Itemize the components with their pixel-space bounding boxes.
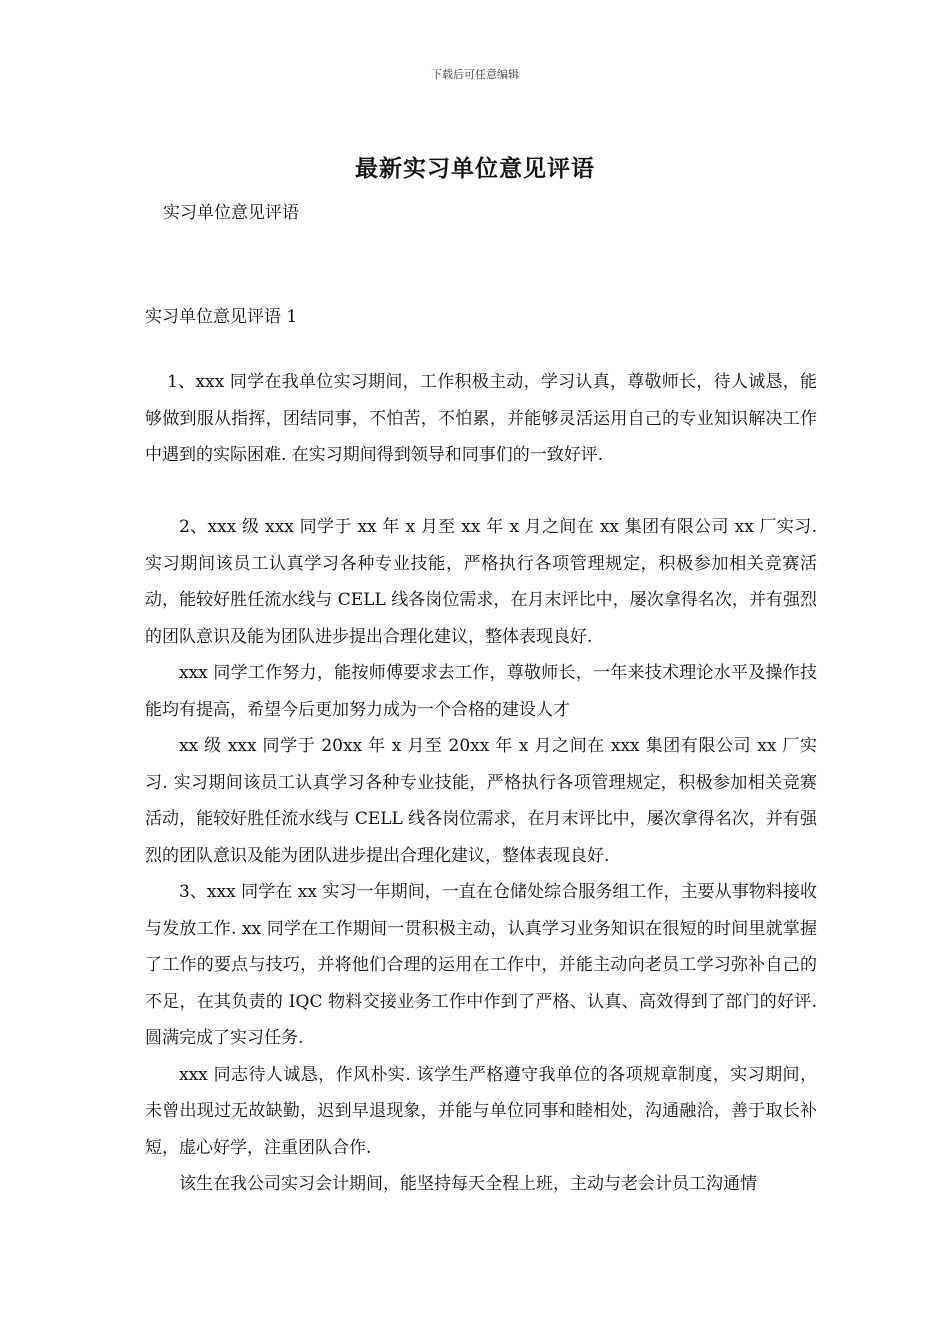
body-block-main [145, 509, 817, 1203]
paragraph-3: xxx 同学工作努力，能按师傅要求去工作，尊敬师长，一年来技术理论水平及操作技能均有提高，希望今后更加努力成为一个合格的建设人才 [145, 663, 817, 720]
document-subtitle: 实习单位意见评语 [163, 203, 299, 223]
paragraph-4: xx 级 xxx 同学于 20xx 年 x 月至 20xx 年 x 月之间在 xxx 集团有限公司 xx 厂实习. 实习期间该员工认真学习各种专业技能，严格执行各项管理规定，积极参加相关竞赛活动，能较好胜任流水线与 CELL 线各岗位需求，在月末评比中，屡次拿得名次，并有强烈的团队意识及能为团队进步提出合理化建议，整体表现良好. [145, 736, 817, 866]
section-heading: 实习单位意见评语 1 [145, 307, 298, 327]
paragraph-5: 3、xxx 同学在 xx 实习一年期间，一直在仓储处综合服务组工作，主要从事物料接收与发放工作. xx 同学在工作期间一贯积极主动，认真学习业务知识在很短的时间里就掌握了工作的要点与技巧，并将他们合理的运用在工作中，并能主动向老员工学习弥补自己的不足，在其负责的 IQC 物料交接业务工作中作到了严格、认真、高效得到了部门的好评. 圆满完成了实习任务. [145, 882, 817, 1048]
paragraph-6: xxx 同志待人诚恳，作风朴实. 该学生严格遵守我单位的各项规章制度，实习期间，未曾出现过无故缺勤，迟到早退现象，并能与单位同事和睦相处，沟通融洽，善于取长补短，虚心好学，注重团队合作. [145, 1064, 817, 1158]
header-note: 下载后可任意编辑 [431, 68, 519, 81]
paragraph-7: 该生在我公司实习会计期间，能坚持每天全程上班，主动与老会计员工沟通情 [179, 1174, 757, 1194]
paragraph-2: 2、xxx 级 xxx 同学于 xx 年 x 月至 xx 年 x 月之间在 xx 集团有限公司 xx 厂实习. 实习期间该员工认真学习各种专业技能，严格执行各项管理规定，积极参加相关竞赛活动，能较好胜任流水线与 CELL 线各岗位需求，在月末评比中，屡次拿得名次，并有强烈的团队意识及能为团队进步提出合理化建议，整体表现良好. [145, 517, 817, 647]
paragraph-1: 1、xxx 同学在我单位实习期间，工作积极主动，学习认真，尊敬师长，待人诚恳，能够做到服从指挥，团结同事，不怕苦，不怕累，并能够灵活运用自己的专业知识解决工作中遇到的实际困难. 在实习期间得到领导和同事们的一致好评. [145, 372, 817, 465]
document-title: 最新实习单位意见评语 [355, 155, 595, 182]
body-block-first [145, 364, 817, 474]
